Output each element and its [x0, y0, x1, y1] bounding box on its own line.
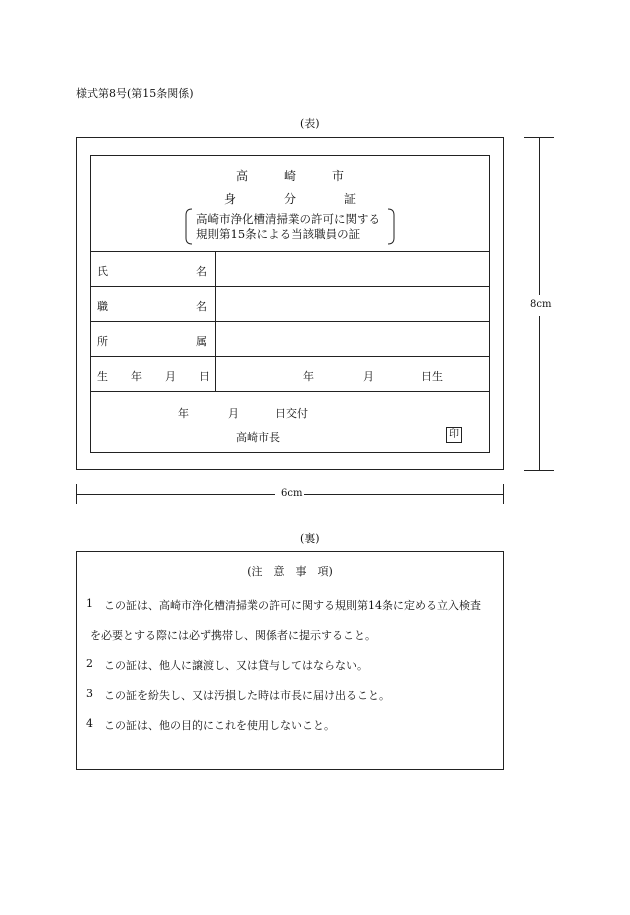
dim-tick-right	[503, 484, 504, 504]
width-label: 6cm	[281, 488, 303, 499]
note-item-text: この証は、他の目的にこれを使用しないこと。	[104, 719, 335, 732]
back-label: (裏)	[300, 532, 320, 545]
table-line	[90, 321, 490, 322]
note-item-num: 4	[86, 717, 93, 730]
row-label-name	[97, 263, 295, 279]
form-number: 様式第8号(第15条関係)	[76, 87, 194, 100]
note-item-text: この証は、高崎市浄化槽清掃業の許可に関する規則第14条に定める立入検査	[104, 599, 481, 612]
card-description-line1: 高崎市浄化槽清掃業の許可に関する	[196, 212, 380, 226]
row-label-birthdate-text: 生年月日	[97, 370, 233, 383]
note-item-text-cont: を必要とする際には必ず携帯し、関係者に提示すること。	[90, 629, 376, 642]
row-label-dept	[97, 333, 295, 349]
notes-heading: (注 意 事 項)	[247, 565, 333, 578]
note-item-text: この証は、他人に譲渡し、又は貸与してはならない。	[104, 659, 368, 672]
dim-line-vertical-lower	[539, 316, 540, 470]
row-label-title	[97, 298, 295, 314]
front-label: (表)	[300, 117, 320, 130]
issuer: 高崎市長	[236, 431, 280, 444]
issue-month: 月	[228, 407, 239, 420]
dim-line-horizontal-left	[76, 494, 275, 495]
dim-line-horizontal-right	[304, 494, 503, 495]
table-line	[90, 391, 490, 392]
issue-day: 日交付	[275, 407, 308, 420]
table-line	[90, 286, 490, 287]
birth-year: 年	[303, 370, 314, 383]
note-item-text: この証を紛失し、又は汚損した時は市長に届け出ること。	[104, 689, 390, 702]
height-label: 8cm	[530, 299, 552, 310]
row-label-name-text: 氏名	[97, 265, 295, 278]
birth-month: 月	[363, 370, 374, 383]
card-description-line2: 規則第15条による当該職員の証	[196, 227, 361, 241]
note-item-num: 2	[86, 657, 93, 670]
note-item-num: 1	[86, 597, 93, 610]
table-line	[90, 251, 490, 252]
birth-day: 日生	[421, 370, 443, 383]
row-label-birthdate	[97, 368, 233, 384]
dim-line-vertical-upper	[539, 137, 540, 295]
row-label-dept-text: 所属	[97, 335, 295, 348]
dim-tick-bottom	[524, 470, 554, 471]
card-subtitle: 身 分 証	[223, 192, 356, 206]
row-label-title-text: 職名	[97, 300, 295, 313]
table-line	[90, 356, 490, 357]
issue-year: 年	[178, 407, 189, 420]
seal-mark: 印	[446, 427, 462, 443]
note-item-num: 3	[86, 687, 93, 700]
card-title: 高 崎 市	[235, 169, 344, 183]
